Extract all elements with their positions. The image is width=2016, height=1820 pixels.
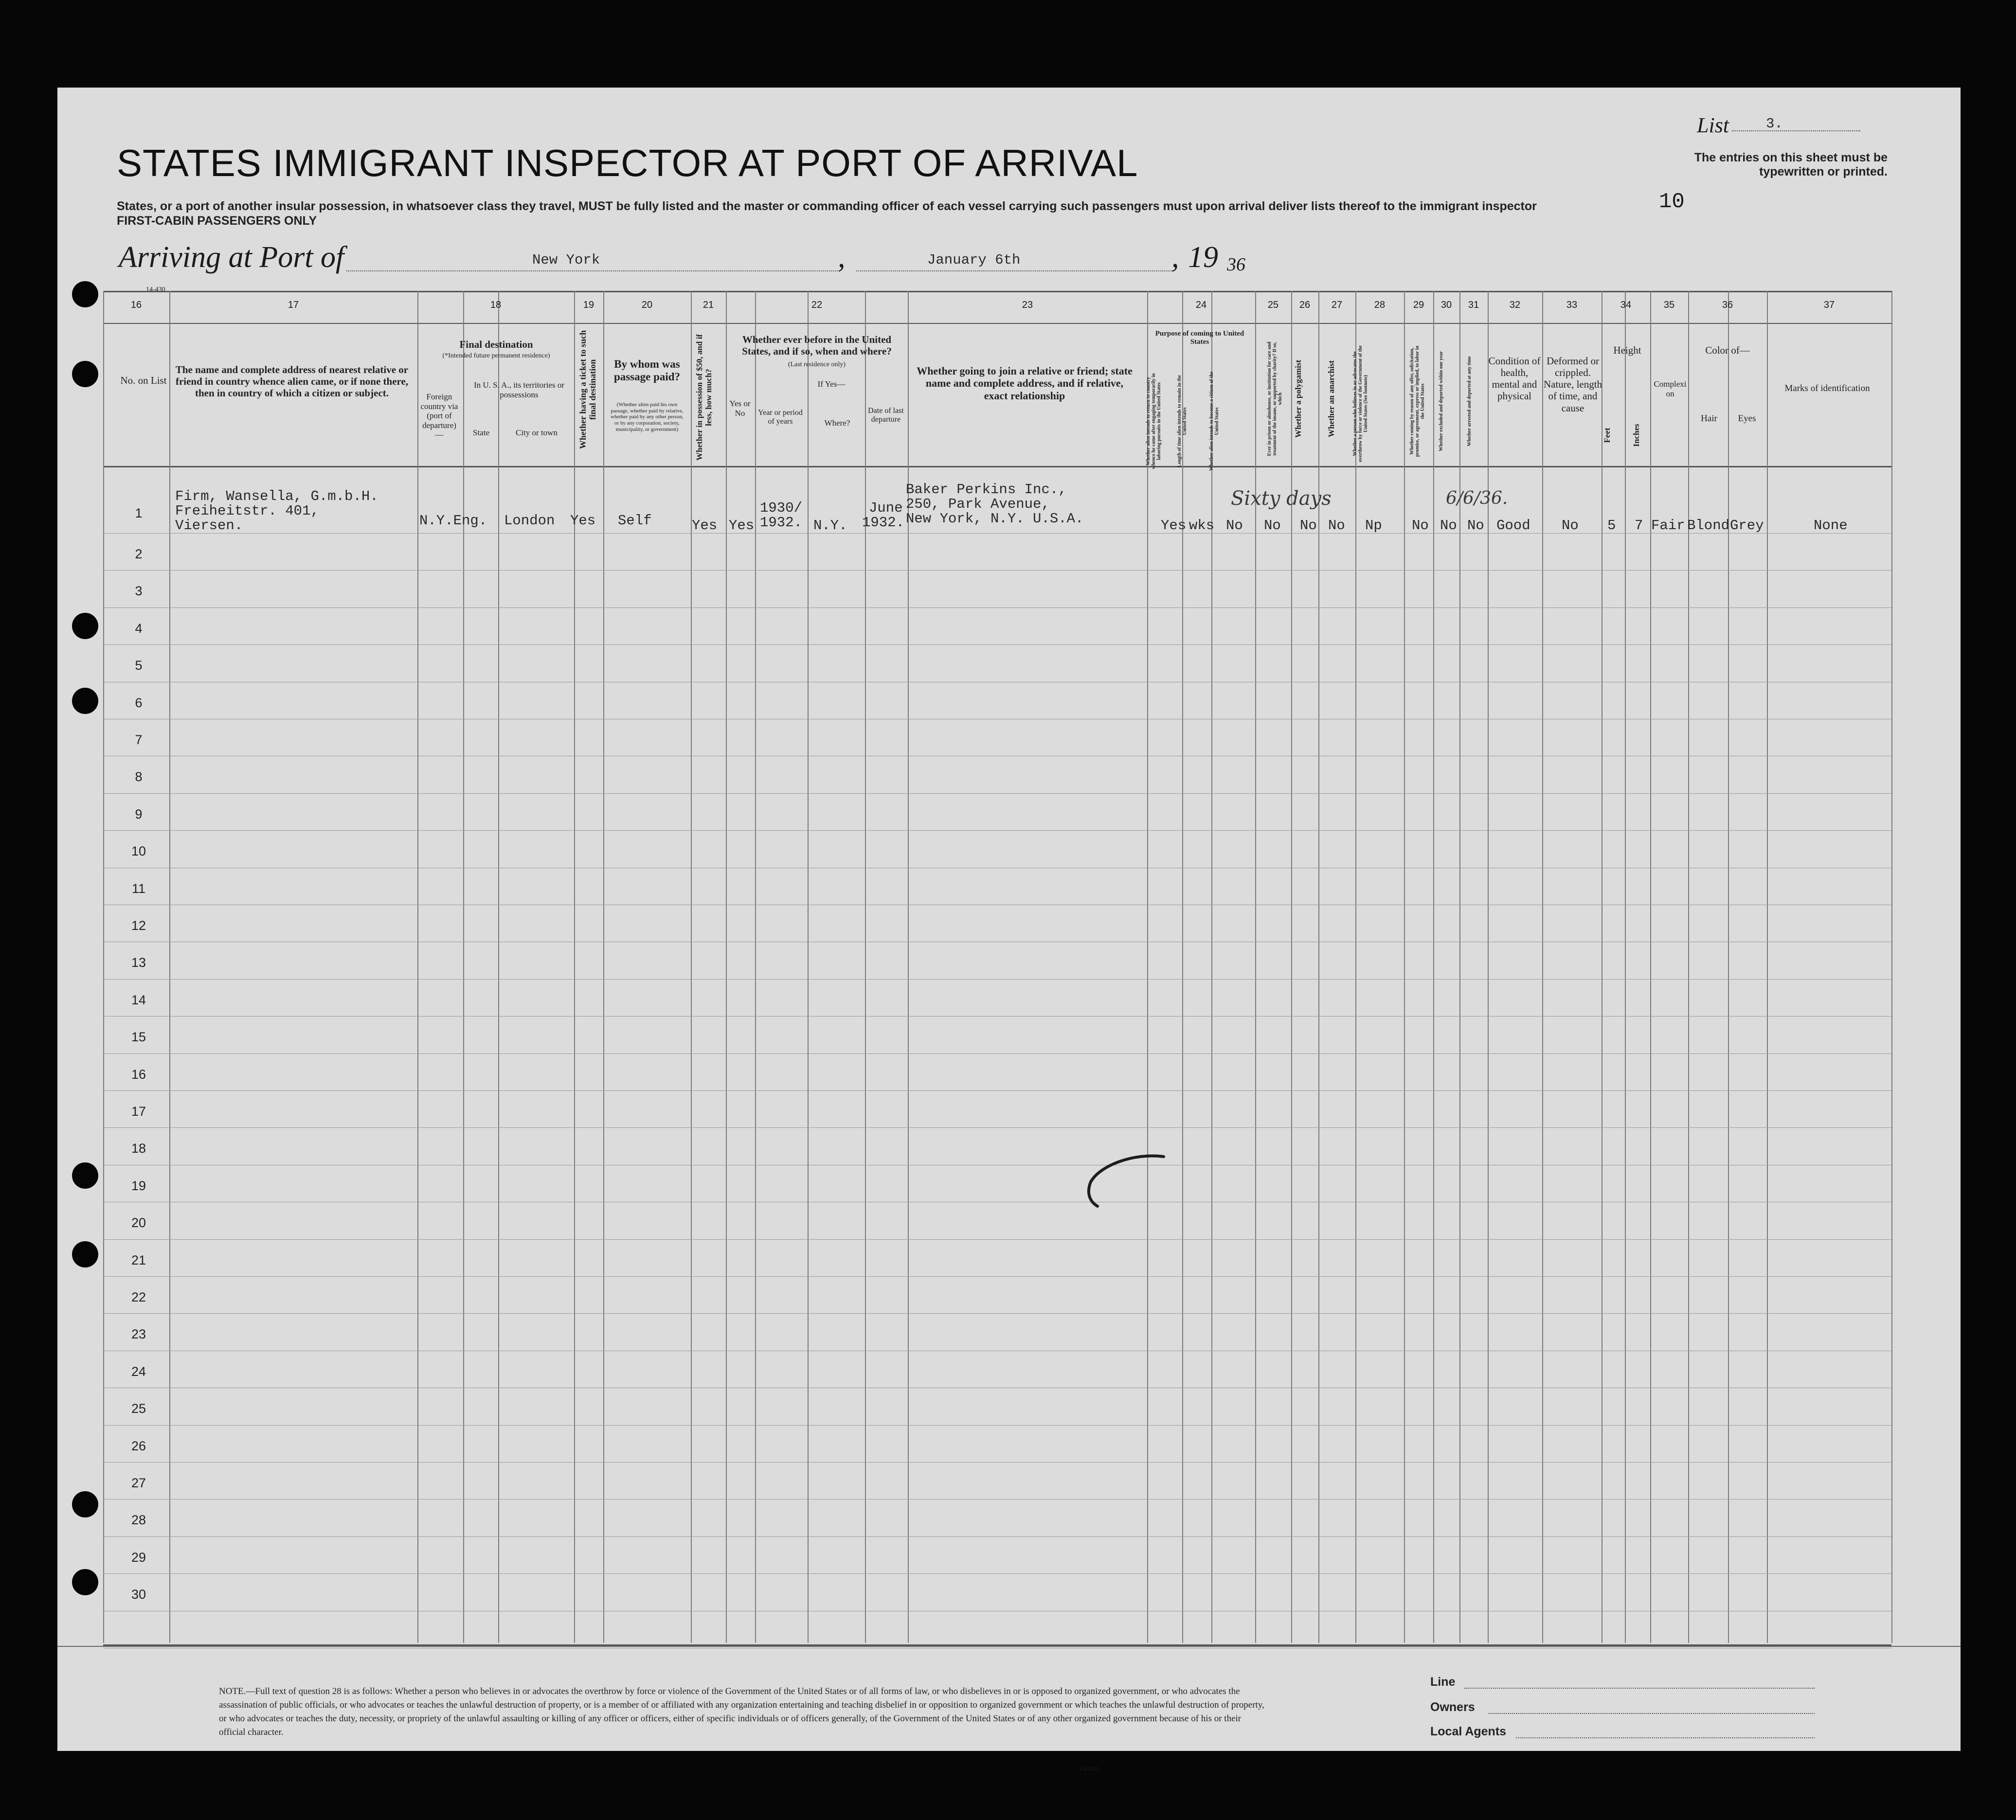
header-relative-address: The name and complete address of nearest relative or friend in country whence alien came, or if none there, then in country of which a citizen or subject. — [175, 364, 409, 399]
local-agents-label: Local Agents — [1430, 1725, 1507, 1738]
header-excluded: Whether excluded and deported within one year — [1439, 351, 1444, 451]
column-rule — [1650, 291, 1651, 1643]
separator-comma: , — [838, 241, 846, 274]
column-rule — [498, 291, 499, 1643]
row-number: 18 — [131, 1141, 146, 1156]
row-rule — [103, 1462, 1891, 1463]
passage-value: Self — [618, 513, 652, 529]
ticket-value: Yes — [570, 513, 596, 529]
header-purpose: Purpose of coming to United States — [1155, 330, 1244, 346]
relative-address-line2: Freiheitstr. 401, — [175, 503, 319, 519]
entries-note: The entries on this sheet must be typewritten or printed. — [1694, 151, 1888, 178]
row-number: 8 — [135, 769, 143, 784]
column-number: 22 — [811, 300, 823, 310]
row-number: 25 — [131, 1401, 146, 1416]
column-rule — [1182, 291, 1183, 1643]
header-hair: Hair — [1701, 413, 1717, 424]
column-number: 37 — [1823, 300, 1835, 310]
line-field — [1464, 1688, 1815, 1689]
port-line — [346, 270, 840, 271]
punch-hole — [72, 281, 98, 307]
row-number: 13 — [131, 955, 146, 970]
row-rule — [103, 533, 1891, 534]
column-number: 27 — [1331, 300, 1343, 310]
column-rule — [1211, 291, 1212, 1643]
header-bottom-rule — [103, 466, 1891, 467]
join-line3: New York, N.Y. U.S.A. — [906, 511, 1084, 527]
footnote: NOTE.—Full text of question 28 is as follows: Whether a person who believes in or advocates the overthrow by force or violence of the Government of the United States or of all forms of law, or who disbelieves in or is opposed to organized government, or who advocates the assassination of public officials, or who advocates or teaches the unlawful destruction of property, or is a member of or affiliated with any organization entertaining and teaching disbelief in or opposition to organized government or which teaches the unlawful destruction of property, or who advocates or teaches the duty, necessity, or propriety of the unlawful assaulting or killing of any officer or officers, either of specific individuals or of officers generally, of the Government of the United States or of any other organized government because of his or their official character. — [219, 1686, 1264, 1737]
header-return: Whether alien intends to return to country whence he came after engaging temporarily in laboring pursuits in the United States — [1146, 373, 1162, 469]
owners-label: Owners — [1430, 1700, 1475, 1714]
year-prefix: 19 — [1188, 241, 1218, 274]
row-rule — [103, 644, 1891, 645]
subtitle: States, or a port of another insular possession, in whatsoever class they travel, MUST be fully listed and the master or commanding officer of each vessel carrying such passengers must upon arrival deliver lists thereof to the immigrant inspector — [117, 199, 1537, 213]
punch-hole — [72, 688, 98, 714]
row-rule — [103, 1536, 1891, 1537]
return-value: Yes — [1161, 517, 1187, 534]
column-rule — [103, 291, 104, 1643]
money-value: Yes — [692, 517, 718, 534]
row-rule — [103, 1127, 1891, 1128]
sheet-number: 10 — [1659, 190, 1685, 214]
footer-rule — [57, 1646, 1961, 1647]
column-number: 17 — [288, 300, 299, 310]
page-title: STATES IMMIGRANT INSPECTOR AT PORT OF ARRIVAL — [117, 142, 1138, 184]
years-line1: 1930/ — [760, 500, 803, 516]
passenger-class: FIRST-CABIN PASSENGERS ONLY — [117, 214, 317, 228]
header-deformed: Deformed or crippled. Nature, length of time, and cause — [1543, 355, 1602, 414]
row-number: 9 — [135, 807, 143, 821]
row-rule — [103, 607, 1891, 608]
column-number: 35 — [1663, 300, 1675, 310]
eyes-value: Grey — [1730, 517, 1764, 534]
anarchist-value: No — [1328, 517, 1345, 534]
column-rule — [1542, 291, 1543, 1643]
separator-comma: , — [1171, 241, 1179, 274]
polygamist-value: No — [1300, 517, 1317, 534]
row-rule — [103, 1239, 1891, 1240]
list-label: List — [1697, 113, 1729, 137]
row-number: 1 — [135, 506, 143, 520]
form-code-bottom: 14-430 — [1079, 1766, 1098, 1773]
column-number: 24 — [1195, 300, 1207, 310]
column-number: 16 — [130, 300, 142, 310]
arriving-label: Arriving at Port of — [119, 241, 344, 274]
header-complexion: Complexion — [1654, 379, 1687, 398]
row-number: 11 — [131, 881, 146, 896]
overthrow-value: Np — [1365, 517, 1382, 534]
header-passage-sub: (Whether alien paid his own passage, whether paid by relative, whether paid by any other person, or by any corporation, society, municipality, or government) — [611, 402, 684, 432]
column-rule — [1355, 291, 1356, 1643]
column-number: 21 — [702, 300, 714, 310]
row-number: 19 — [131, 1178, 146, 1193]
header-feet: Feet — [1602, 428, 1612, 443]
where-value: N.Y. — [813, 517, 847, 534]
header-arrested: Whether arrested and deported at any time — [1467, 356, 1472, 446]
row-rule — [103, 1016, 1891, 1017]
column-number: 36 — [1722, 300, 1733, 310]
row-rule — [103, 1090, 1891, 1091]
row-number: 24 — [131, 1364, 146, 1379]
departure-line2: 1932. — [862, 515, 905, 531]
arrested-value: No — [1467, 517, 1484, 534]
column-number: 29 — [1413, 300, 1424, 310]
header-final-destination-sub: (*Intended future permanent residence) — [442, 352, 550, 359]
form-code-top: 14-430 — [146, 286, 165, 293]
column-number: 23 — [1022, 300, 1033, 310]
row-rule — [103, 830, 1891, 831]
row-rule — [103, 570, 1891, 571]
header-height: Height — [1613, 344, 1641, 356]
header-final-destination: Final destination — [459, 339, 533, 350]
header-years: Year or period of years — [758, 409, 803, 426]
relative-address-line3: Viersen. — [175, 517, 243, 534]
header-color-of: Color of— — [1705, 344, 1750, 356]
row-rule — [103, 793, 1891, 794]
column-number: 20 — [641, 300, 653, 310]
header-offer: Whether coming by reason of any offer, solicitation, promise, or agreement, express or implied, to labor in the United States — [1409, 345, 1425, 457]
row-number: 28 — [131, 1513, 146, 1527]
line-label: Line — [1430, 1675, 1456, 1689]
header-join-relative: Whether going to join a relative or friend; state name and complete address, and if relative, exact relationship — [917, 365, 1133, 402]
relative-address-line1: Firm, Wansella, G.m.b.H. — [175, 488, 378, 504]
row-rule — [103, 1276, 1891, 1277]
health-value: Good — [1496, 517, 1530, 534]
column-rule — [417, 291, 418, 1643]
punch-hole — [72, 361, 98, 387]
column-rule — [1728, 291, 1729, 1643]
punch-hole — [72, 1491, 98, 1517]
hair-value: Blond — [1687, 517, 1730, 534]
year-suffix: 36 — [1227, 254, 1245, 275]
punch-hole — [72, 613, 98, 639]
column-rule — [808, 291, 809, 1643]
header-marks: Marks of identification — [1784, 383, 1870, 393]
header-health: Condition of health, mental and physical — [1488, 355, 1541, 402]
row-rule — [103, 1425, 1891, 1426]
header-no-on-list: No. on List — [120, 375, 167, 386]
column-number: 19 — [583, 300, 594, 310]
row-number: 27 — [131, 1476, 146, 1490]
offer-value: No — [1412, 517, 1429, 534]
header-yes-no: Yes or No — [729, 399, 751, 418]
punch-hole — [72, 1569, 98, 1595]
citizen-value: No — [1226, 517, 1243, 534]
row-number: 12 — [131, 918, 146, 933]
check-mark — [1081, 1148, 1169, 1216]
excluded-value: No — [1440, 517, 1457, 534]
column-rule — [1625, 291, 1626, 1643]
row-number: 17 — [131, 1104, 146, 1119]
handwritten-date: 6/6/36. — [1446, 488, 1508, 508]
header-last-departure: Date of last departure — [868, 407, 904, 424]
column-number: 26 — [1299, 300, 1311, 310]
punch-hole — [72, 1162, 98, 1189]
header-passage: By whom was passage paid? — [613, 358, 681, 383]
row-number: 14 — [131, 993, 146, 1007]
column-number: 34 — [1620, 300, 1632, 310]
row-number: 6 — [135, 696, 143, 710]
before-us-value: Yes — [729, 517, 755, 534]
header-anarchist: Whether an anarchist — [1327, 360, 1336, 438]
length-value: wks — [1189, 517, 1215, 534]
port-value: New York — [532, 252, 600, 268]
header-prison: Ever in prison or almshouse, or institution for care and treatment of the insane, or supported by charity? If so, which — [1267, 341, 1283, 456]
row-number: 4 — [135, 621, 143, 636]
city-value: London — [504, 513, 555, 529]
marks-value: None — [1814, 517, 1848, 534]
row-number: 2 — [135, 547, 143, 561]
inches-value: 7 — [1635, 517, 1643, 534]
handwritten-length: Sixty days — [1231, 487, 1332, 510]
column-rule — [726, 291, 727, 1643]
row-number: 3 — [135, 584, 143, 598]
column-rule — [691, 291, 692, 1643]
header-citizen: Whether alien intends to become a citizen of the United States — [1209, 371, 1220, 471]
date-value: January 6th — [927, 252, 1021, 268]
join-line2: 250, Park Avenue, — [906, 496, 1050, 512]
header-if-yes: If Yes— — [817, 379, 846, 389]
header-inches: Inches — [1632, 424, 1641, 447]
header-ticket: Whether having a ticket to such final destination — [578, 330, 597, 449]
header-where: Where? — [824, 418, 850, 428]
row-rule — [103, 1053, 1891, 1054]
column-rule — [463, 291, 464, 1643]
date-line — [856, 270, 1172, 271]
column-rule — [169, 291, 170, 1643]
column-rule — [574, 291, 575, 1643]
complexion-value: Fair — [1651, 517, 1685, 534]
header-in-usa: In U. S. A., its territories or possessions — [473, 380, 565, 399]
owners-field — [1489, 1713, 1815, 1714]
column-rule — [865, 291, 866, 1643]
local-agents-field — [1516, 1737, 1815, 1738]
column-number: 28 — [1374, 300, 1386, 310]
column-number: 32 — [1509, 300, 1521, 310]
column-rule — [1433, 291, 1434, 1643]
row-rule — [103, 1313, 1891, 1314]
header-polygamist: Whether a polygamist — [1294, 359, 1303, 438]
column-rule — [603, 291, 604, 1643]
row-rule — [103, 1573, 1891, 1574]
column-number: 25 — [1267, 300, 1279, 310]
departure-line1: June — [869, 500, 903, 516]
row-number: 21 — [131, 1253, 146, 1267]
header-fifty-dollars: Whether in possession of $50, and if less, how much? — [695, 334, 713, 461]
column-number: 30 — [1440, 300, 1452, 310]
deformed-value: No — [1562, 517, 1579, 534]
row-rule — [103, 979, 1891, 980]
column-number: 31 — [1468, 300, 1479, 310]
header-length: Length of time alien intends to remain in the United States — [1177, 375, 1188, 467]
column-number: 18 — [490, 300, 502, 310]
row-number: 7 — [135, 732, 143, 747]
header-city: City or town — [516, 428, 558, 437]
header-eyes: Eyes — [1738, 413, 1756, 424]
header-before-us: Whether ever before in the United States, and if so, when and where? — [742, 334, 892, 357]
prison-value: No — [1264, 517, 1281, 534]
column-rule — [1404, 291, 1405, 1643]
header-foreign-country: Foreign country via (port of departure)— — [420, 392, 458, 440]
row-number: 16 — [131, 1067, 146, 1082]
list-number: 3. — [1766, 116, 1783, 132]
feet-value: 5 — [1607, 517, 1616, 534]
header-number-rule — [103, 323, 1891, 324]
header-overthrow: Whether a person who believes in or advocates the overthrow by force or violence of the Government of the United States (See footnote) — [1352, 345, 1368, 462]
column-rule — [755, 291, 756, 1643]
column-rule — [1767, 291, 1768, 1643]
row-number: 22 — [131, 1290, 146, 1304]
column-rule — [1891, 291, 1892, 1643]
list-number-line — [1732, 130, 1860, 131]
row-number: 23 — [131, 1327, 146, 1341]
row-number: 5 — [135, 658, 143, 673]
row-number: 29 — [131, 1550, 146, 1565]
row-number: 15 — [131, 1030, 146, 1044]
row-number: 30 — [131, 1587, 146, 1602]
row-number: 10 — [131, 844, 146, 858]
years-line2: 1932. — [760, 515, 803, 531]
column-number: 33 — [1566, 300, 1578, 310]
punch-hole — [72, 1241, 98, 1267]
foreign-country-value: N.Y.Eng. — [419, 513, 487, 529]
header-before-us-sub: (Last residence only) — [788, 361, 846, 368]
column-rule — [1688, 291, 1689, 1643]
header-state: State — [473, 428, 489, 437]
join-line1: Baker Perkins Inc., — [906, 482, 1067, 498]
row-number: 20 — [131, 1215, 146, 1230]
column-rule — [1147, 291, 1148, 1643]
row-number: 26 — [131, 1439, 146, 1453]
